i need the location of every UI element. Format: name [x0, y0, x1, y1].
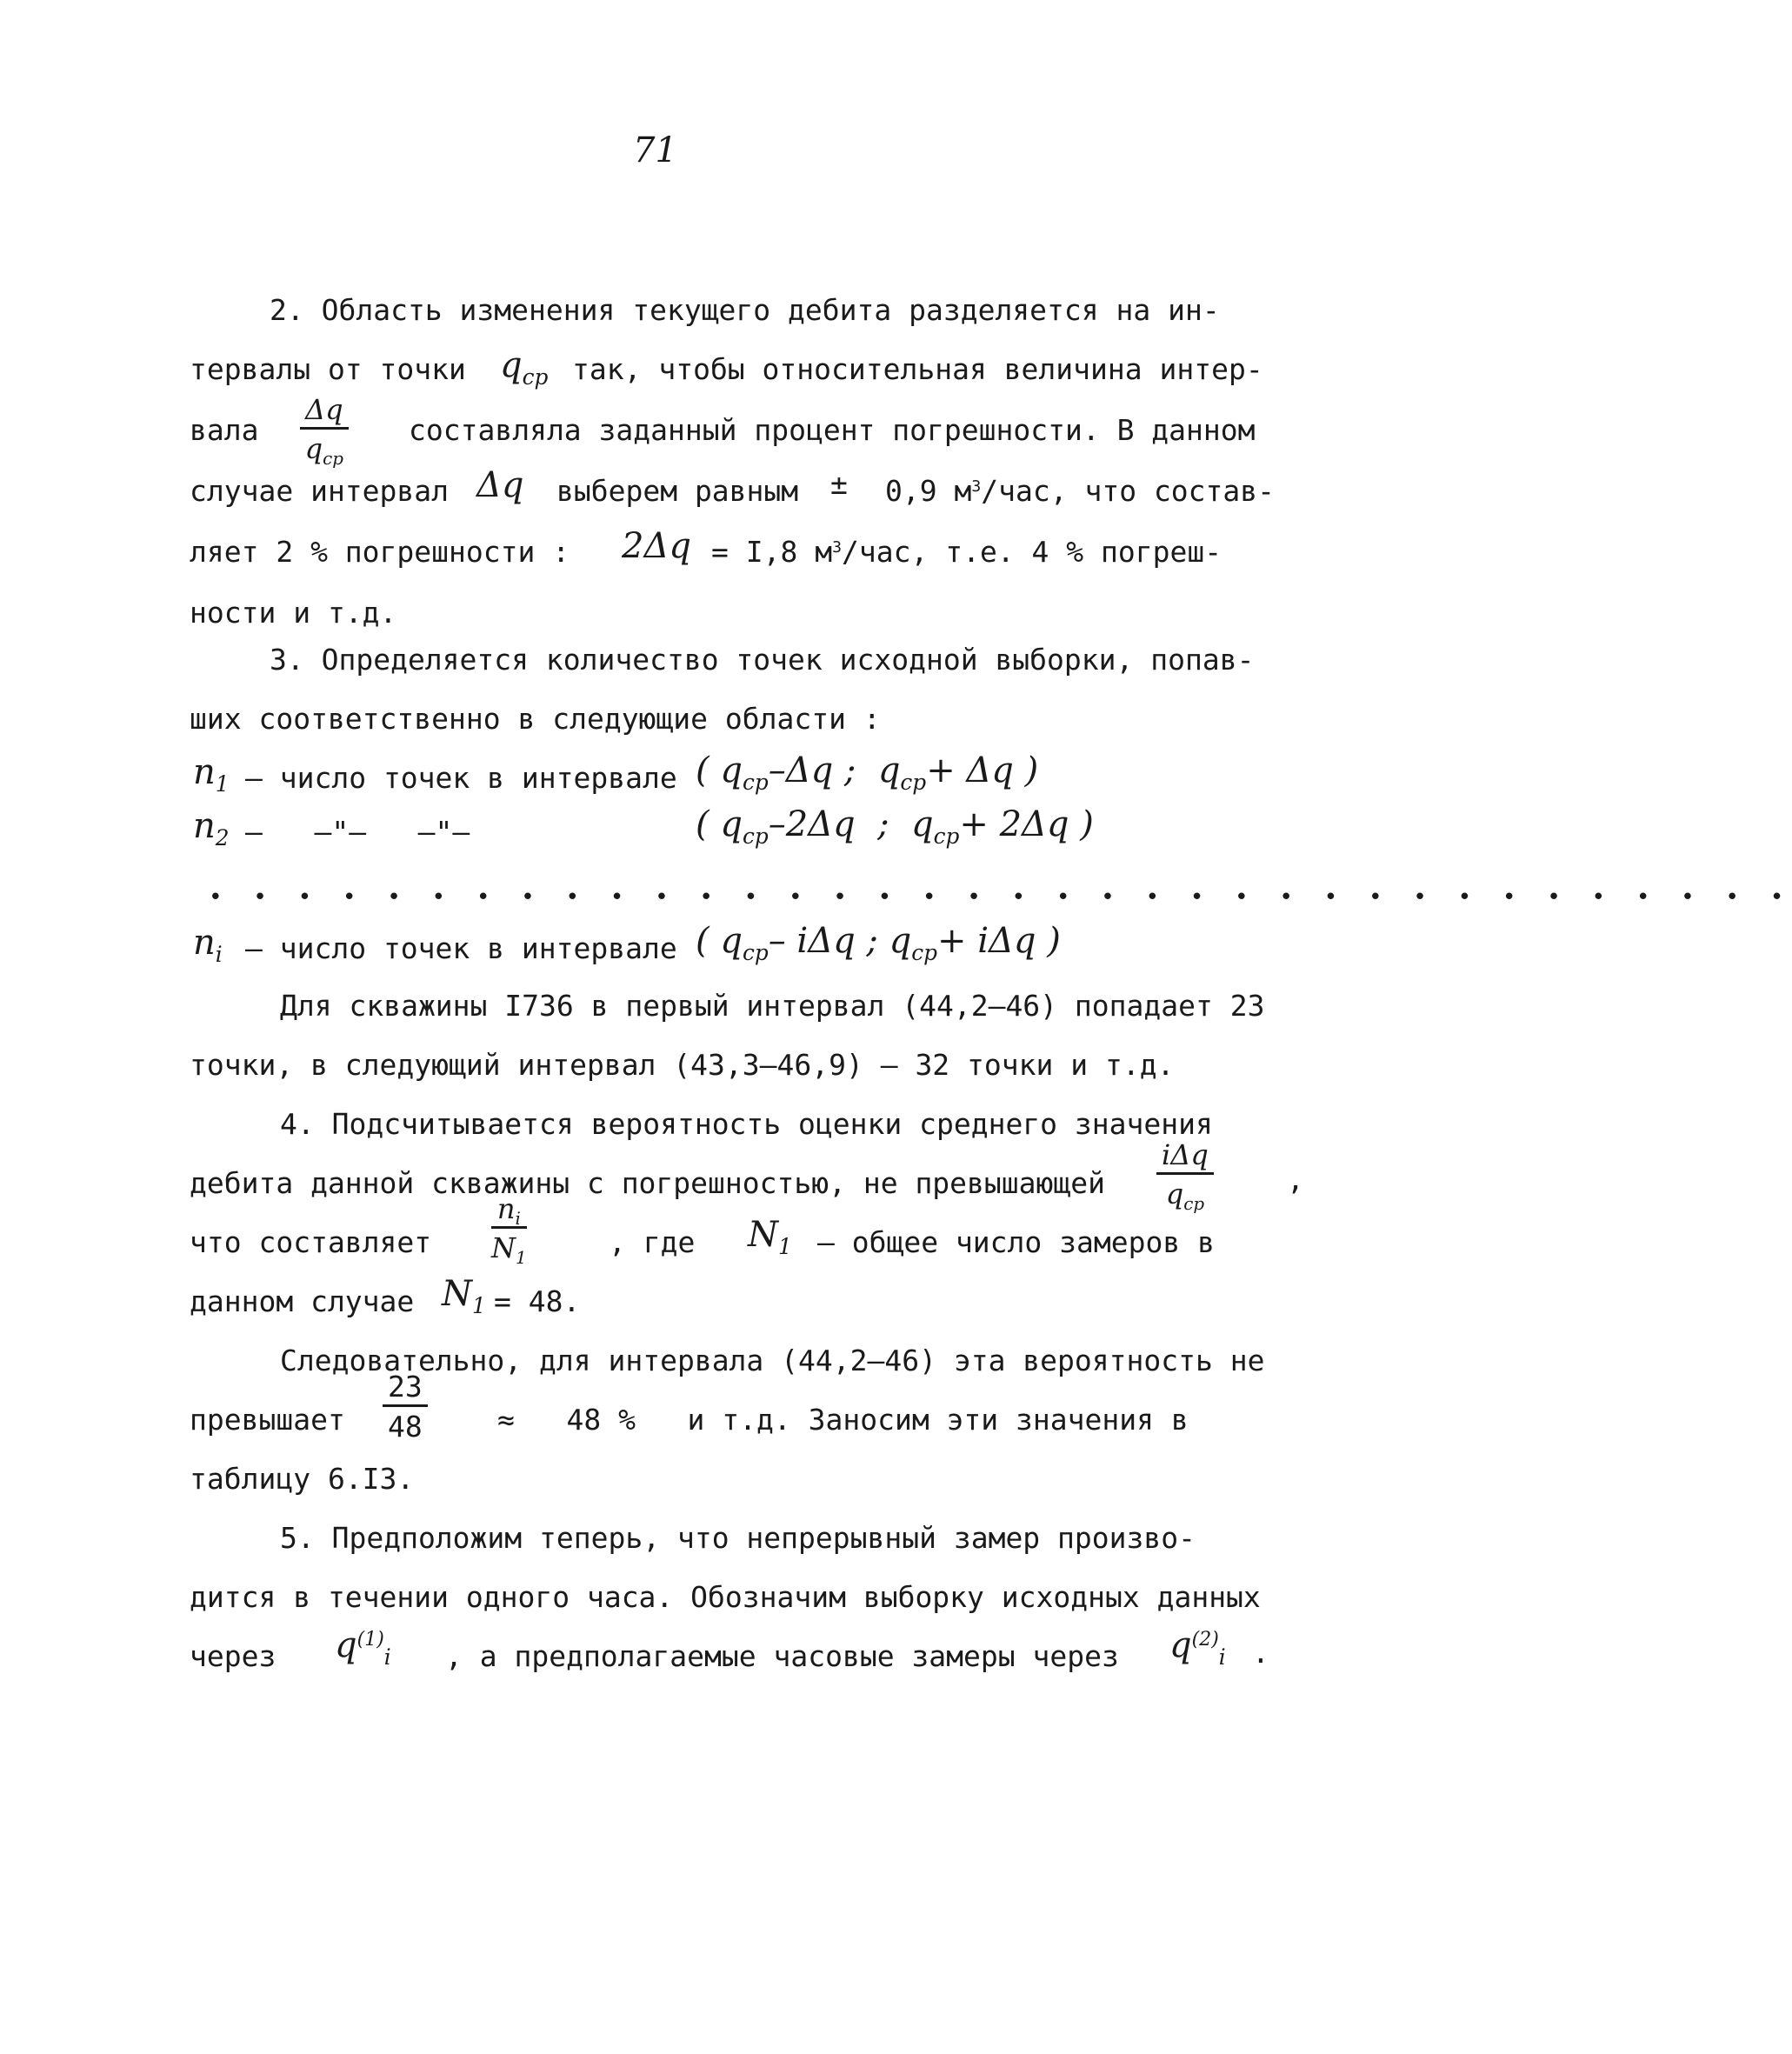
p4-line-3c: – общее число замеров в: [817, 1225, 1215, 1259]
N-symbol: $N_1$: [748, 1215, 792, 1259]
p2-line-1: 2. Область изменения текущего дебита разделяется на ин-: [270, 293, 1220, 327]
p4-line-1: 4. Подсчитывается вероятность оценки среднего значения: [280, 1107, 1213, 1141]
relative-interval-fraction: Δq $q_{cp}$: [300, 396, 349, 463]
result-line-3: таблицу 6.I3.: [190, 1462, 415, 1496]
page-number: 71: [633, 130, 677, 170]
p2-line-4c: 0,9 $м^3$/час, что состав-: [885, 474, 1276, 508]
ellipsis-dots: • • • • • • • • • • • • • • • • • • • • • • • • • • • • • • • • • • • •: [209, 884, 1792, 910]
p2-line-3a: вала: [190, 413, 259, 447]
p4-line-3b: , где: [609, 1225, 696, 1259]
q-cp-symbol: $q_{cp}$: [500, 345, 549, 390]
p3-line-1: 3. Определяется количество точек исходной выборки, попав-: [270, 643, 1255, 677]
p5-period: .: [1252, 1636, 1269, 1670]
p2-line-6: ности и т.д.: [190, 596, 397, 630]
p4-line-3a: что составляет: [190, 1225, 432, 1259]
delta-q-symbol: Δq: [476, 465, 524, 505]
p4-line-4b: = 48.: [494, 1284, 581, 1318]
p5-line-3a: через: [190, 1639, 276, 1673]
p4-line-4a: данном случае: [190, 1284, 415, 1318]
result-line-1: Следовательно, для интервала (44,2–46) эта вероятность не: [280, 1344, 1265, 1377]
result-line-2a: превышает: [190, 1403, 345, 1437]
p5-line-1: 5. Предположим теперь, что непрерывный замер произво-: [280, 1521, 1196, 1555]
n2-text: – –"– –"–: [245, 815, 470, 849]
n2-interval: ( $q_{cp}-2\Delta q$ ; $q_{cp}+ 2\Delta q$ ): [696, 804, 1094, 849]
p2-line-2b: так, чтобы относительная величина интер-: [572, 352, 1263, 386]
ni-symbol: $n_i$: [193, 923, 223, 967]
p2-line-5b: = I,8 $м^3$/час, т.е. 4 % погреш-: [711, 535, 1222, 569]
p5-line-3b: , а предполагаемые часовые замеры через: [445, 1639, 1119, 1673]
iq-over-q-fraction: iΔq $q_{cp}$: [1156, 1141, 1214, 1208]
q-i-1-symbol: $q^{(1)}_i$: [335, 1625, 391, 1670]
n1-interval: ( $q_{cp}-\Delta q$ ; $q_{cp}+ \Delta q$ ): [696, 750, 1039, 795]
q-i-2-symbol: $q^{(2)}_i$: [1169, 1625, 1226, 1670]
n1-text: – число точек в интервале: [245, 761, 677, 795]
N-symbol-2: $N_1$: [442, 1274, 486, 1318]
well-line-2: точки, в следующий интервал (43,3–46,9) – 32 точки и т.д.: [190, 1048, 1175, 1082]
p2-line-3b: составляла заданный процент погрешности. В данном: [409, 413, 1256, 447]
result-line-2b: ≈ 48 % и т.д. Заносим эти значения в: [497, 1403, 1189, 1437]
p2-line-4a: случае интервал: [190, 474, 450, 508]
23-over-48-fraction: 23 48: [383, 1372, 428, 1441]
n2-symbol: $n_2$: [193, 806, 230, 850]
p4-line-2: дебита данной скважины с погрешностью, не превышающей: [190, 1166, 1105, 1200]
well-line-1: Для скважины I736 в первый интервал (44,2–46) попадает 23: [280, 989, 1265, 1023]
p4-comma: ,: [1287, 1163, 1304, 1197]
two-delta-q: 2Δq: [622, 526, 691, 566]
p5-line-2: дится в течении одного часа. Обозначим выборку исходных данных: [190, 1580, 1261, 1614]
p2-line-2a: тервалы от точки: [190, 352, 466, 386]
p2-line-5a: ляет 2 % погрешности :: [190, 535, 570, 569]
p2-line-4b: выберем равным: [556, 474, 799, 508]
p3-line-2: ших соответственно в следующие области :: [190, 702, 881, 736]
n1-symbol: $n_1$: [193, 752, 230, 797]
plus-minus-sign: ±: [830, 467, 848, 501]
ni-interval: ( $q_{cp}-$ iΔq ; $q_{cp}+ i\Delta q$ ): [696, 921, 1061, 965]
n-over-N-fraction: $n_i$ $N_1$: [491, 1192, 527, 1268]
ni-text: – число точек в интервале: [245, 931, 677, 965]
